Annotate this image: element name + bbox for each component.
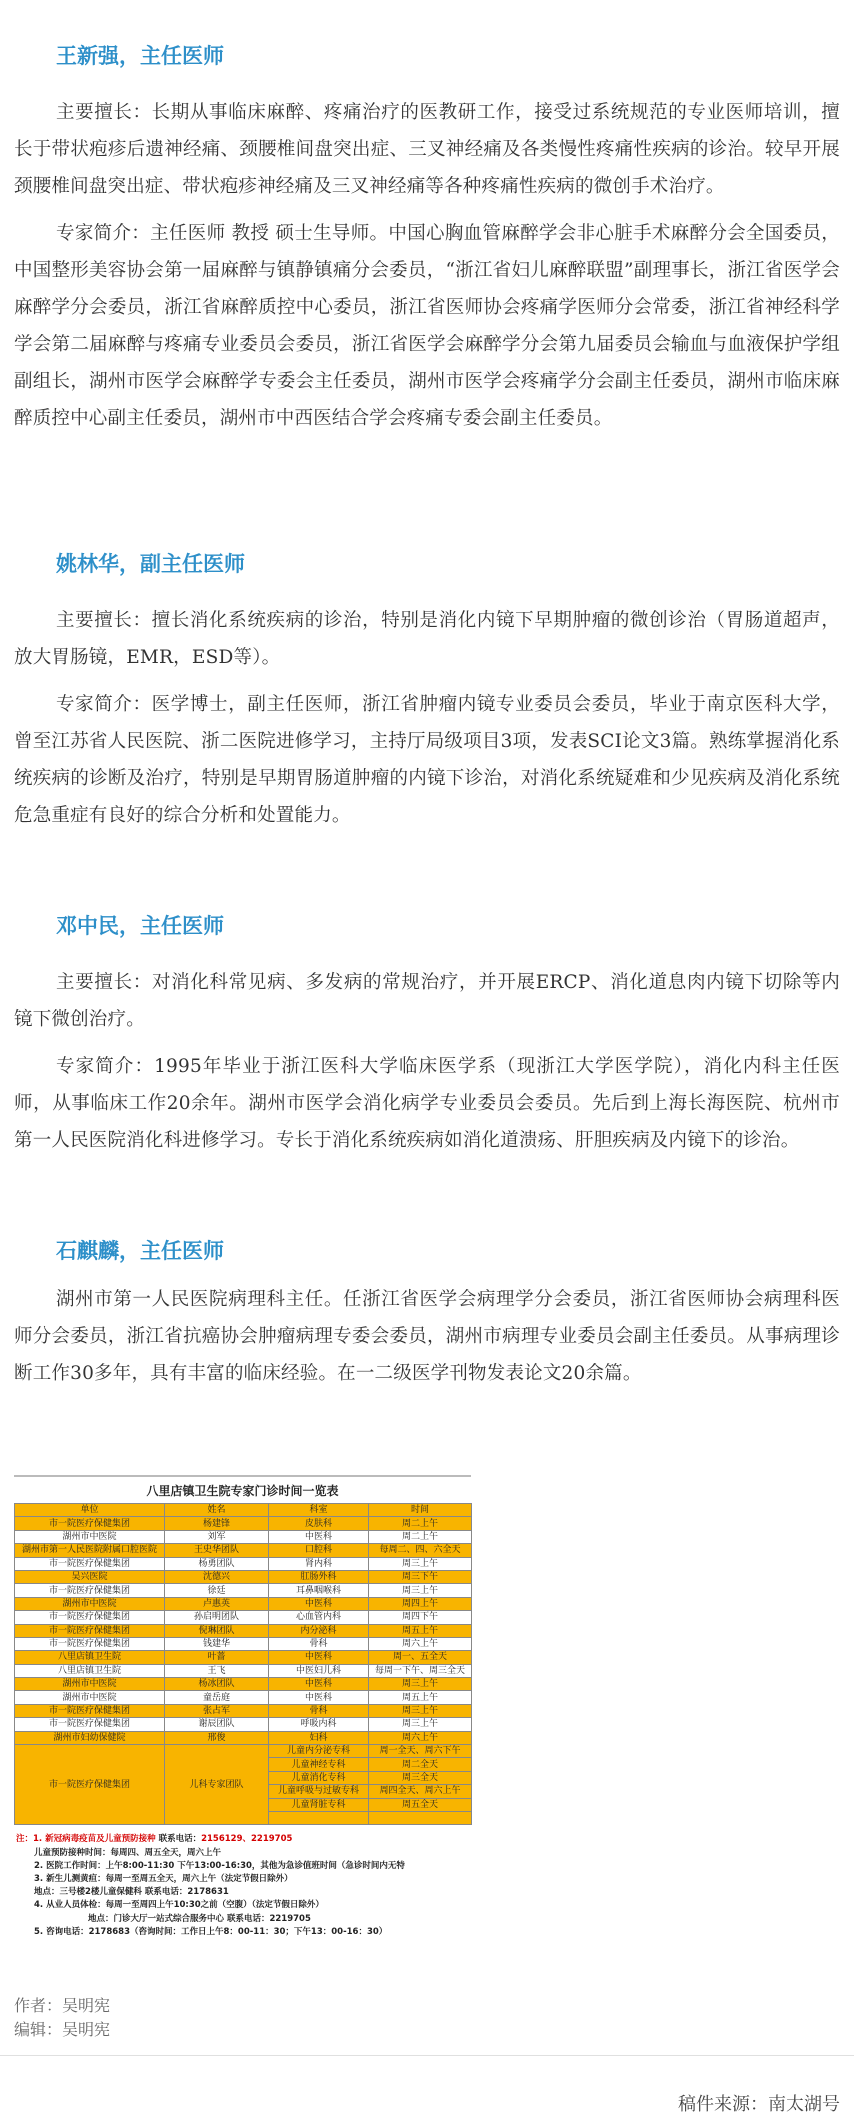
table-row: [15, 1557, 472, 1570]
doctor-specialty: 主要擅长：擅长消化系统疾病的诊治，特别是消化内镜下早期肿瘤的微创诊治（胃肠道超声，放大胃肠镜，EMR，ESD等）。: [14, 610, 840, 668]
table-cell: 湖州市第一人民医院附属口腔医院: [15, 1544, 165, 1557]
table-cell: 周四上午: [369, 1597, 472, 1610]
table-cell: 钱建华: [165, 1637, 269, 1650]
table-cell: 周六上午: [369, 1731, 472, 1744]
table-cell: 中医妇儿科: [269, 1664, 369, 1677]
schedule-header-row: [15, 1504, 472, 1517]
table-cell: 周四全天、周六上午: [369, 1785, 472, 1798]
table-row: [15, 1584, 472, 1597]
table-cell: 周五全天: [369, 1798, 472, 1811]
table-row: [15, 1704, 472, 1717]
table-cell: 儿童呼吸与过敏专科: [269, 1785, 369, 1798]
table-cell: 呼吸内科: [269, 1718, 369, 1731]
table-cell: 儿童内分泌专科: [269, 1745, 369, 1758]
table-row: [15, 1597, 472, 1610]
table-cell: 童岳庭: [165, 1691, 269, 1704]
table-cell: 周二上午: [369, 1517, 472, 1530]
table-cell: 湖州市中医院: [15, 1691, 165, 1704]
table-row: [15, 1611, 472, 1624]
note-text: 3. 新生儿测黄疸：每周一至周五全天，周六上午（法定节假日除外）: [34, 1873, 293, 1884]
table-cell: 市一院医疗保健集团: [15, 1637, 165, 1650]
editor-name: 吴明宪: [62, 2020, 111, 2039]
note-text: 5. 咨询电话：2178683（咨询时间：工作日上午8：00-11：30；下午13：00-16：30）: [34, 1926, 388, 1937]
table-row: [15, 1624, 472, 1637]
doctor-title: 姚林华，副主任医师: [56, 551, 245, 576]
table-cell: 中医科: [269, 1678, 369, 1691]
table-cell: 周三上午: [369, 1678, 472, 1691]
note-text: 联系电话：: [155, 1834, 202, 1845]
table-cell: 周五上午: [369, 1691, 472, 1704]
author-name: 吴明宪: [62, 1996, 111, 2015]
editor-line: [14, 2017, 110, 2040]
schedule-note: [16, 1886, 471, 1899]
table-cell: 徐廷: [165, 1584, 269, 1597]
note-text: 2. 医院工作时间：上午8:00-11:30 下午13:00-16:30，其他为急诊值班时间（急诊时间内无特: [34, 1860, 405, 1871]
table-cell: 皮肤科: [269, 1517, 369, 1530]
note-text: 新冠病毒疫苗及儿童预防接种: [45, 1834, 156, 1845]
table-cell: 中医科: [269, 1597, 369, 1610]
header-dept: 科室: [269, 1504, 369, 1517]
table-cell: 儿童消化专科: [269, 1771, 369, 1784]
table-cell: 湖州市妇幼保健院: [15, 1731, 165, 1744]
article-source: 稿件来源：南太湖号: [678, 2094, 840, 2115]
table-cell: 周四下午: [369, 1611, 472, 1624]
doctor-section-deng: [14, 908, 840, 1159]
table-row: [15, 1651, 472, 1664]
table-row: [15, 1718, 472, 1731]
table-cell: 杨冰团队: [165, 1678, 269, 1691]
table-cell: 肛肠外科: [269, 1570, 369, 1583]
table-cell: [369, 1811, 472, 1824]
table-cell: 骨科: [269, 1637, 369, 1650]
table-cell: 杨勇团队: [165, 1557, 269, 1570]
doctor-title: 王新强，主任医师: [56, 43, 224, 68]
team-unit-cell: 市一院医疗保健集团: [15, 1745, 165, 1825]
table-cell: 邢俊: [165, 1731, 269, 1744]
table-row: [15, 1517, 472, 1530]
table-cell: 湖州市中医院: [15, 1597, 165, 1610]
schedule-body: [15, 1517, 472, 1825]
schedule-table: [14, 1503, 472, 1825]
doctor-bio: 专家简介：主任医师 教授 硕士生导师。中国心胸血管麻醉学会非心脏手术麻醉分会全国委员，中国整形美容协会第一届麻醉与镇静镇痛分会委员，“浙江省妇儿麻醉联盟”副理事长，浙江省医学会麻醉学分会委员，浙江省麻醉质控中心委员，浙江省医师协会疼痛学医师分会常委，浙江省神经科学学会第二届麻醉与疼痛专业委员会委员，浙江省医学会麻醉学分会第九届委员会输血与血液保护学组副组长，湖州市医学会麻醉学专委会主任委员，湖州市医学会疼痛学分会副主任委员，湖州市临床麻醉质控中心副主任委员，湖州市中西医结合学会疼痛专委会副主任委员。: [14, 223, 840, 429]
table-cell: 周二上午: [369, 1530, 472, 1543]
table-row: [15, 1664, 472, 1677]
author-label: 作者：: [14, 1996, 63, 2015]
author-line: [14, 1993, 110, 2016]
doctor-specialty: 主要擅长：对消化科常见病、多发病的常规治疗，并开展ERCP、消化道息肉内镜下切除等内镜下微创治疗。: [14, 972, 840, 1030]
doctor-section-shi: [14, 1233, 840, 1392]
table-cell: 周五上午: [369, 1624, 472, 1637]
table-cell: 市一院医疗保健集团: [15, 1517, 165, 1530]
header-time: 时间: [369, 1504, 472, 1517]
table-cell: 耳鼻咽喉科: [269, 1584, 369, 1597]
table-cell: 吴兴医院: [15, 1570, 165, 1583]
table-cell: 周一全天、周六下午: [369, 1745, 472, 1758]
table-cell: 内分泌科: [269, 1624, 369, 1637]
table-cell: 八里店镇卫生院: [15, 1651, 165, 1664]
table-cell: 八里店镇卫生院: [15, 1664, 165, 1677]
team-name-cell: 儿科专家团队: [165, 1745, 269, 1825]
table-cell: 口腔科: [269, 1544, 369, 1557]
header-unit: 单位: [15, 1504, 165, 1517]
schedule-note: [16, 1873, 471, 1886]
header-name: 姓名: [165, 1504, 269, 1517]
doctor-section-wang: [14, 38, 840, 437]
table-cell: 周六上午: [369, 1637, 472, 1650]
doctor-bio: 专家简介：医学博士，副主任医师，浙江省肿瘤内镜专业委员会委员，毕业于南京医科大学，曾至江苏省人民医院、浙二医院进修学习，主持厅局级项目3项，发表SCI论文3篇。熟练掌握消化系统疾病的诊断及治疗，特别是早期胃肠道肿瘤的内镜下诊治，对消化系统疑难和少见疾病及消化系统危急重症有良好的综合分析和处置能力。: [14, 694, 840, 826]
table-cell: 心血管内科: [269, 1611, 369, 1624]
table-cell: 王飞: [165, 1664, 269, 1677]
table-cell: 市一院医疗保健集团: [15, 1584, 165, 1597]
table-cell: 市一院医疗保健集团: [15, 1704, 165, 1717]
table-cell: 王史华团队: [165, 1544, 269, 1557]
table-cell: 湖州市中医院: [15, 1678, 165, 1691]
table-cell: 周三上午: [369, 1584, 472, 1597]
table-cell: 市一院医疗保健集团: [15, 1611, 165, 1624]
table-cell: 卢惠英: [165, 1597, 269, 1610]
table-cell: 孙启明团队: [165, 1611, 269, 1624]
schedule-note: [16, 1833, 471, 1846]
table-row: [15, 1678, 472, 1691]
team-row: [15, 1745, 472, 1758]
table-cell: 儿童肾脏专科: [269, 1798, 369, 1811]
doctor-specialty: 主要擅长：长期从事临床麻醉、疼痛治疗的医教研工作，接受过系统规范的专业医师培训，擅长于带状疱疹后遗神经痛、颈腰椎间盘突出症、三叉神经痛及各类慢性疼痛性疾病的诊治。较早开展颈腰椎间盘突出症、带状疱疹神经痛及三叉神经痛等各种疼痛性疾病的微创手术治疗。: [14, 102, 840, 197]
footer-divider: [0, 2055, 854, 2056]
doctor-title: 邓中民，主任医师: [56, 913, 224, 938]
table-cell: 周三下午: [369, 1570, 472, 1583]
table-cell: 湖州市中医院: [15, 1530, 165, 1543]
table-cell: 沈德兴: [165, 1570, 269, 1583]
table-row: [15, 1637, 472, 1650]
table-cell: 周三上午: [369, 1704, 472, 1717]
table-cell: 中医科: [269, 1691, 369, 1704]
schedule-notes: [14, 1825, 471, 1939]
table-cell: 杨建锋: [165, 1517, 269, 1530]
editor-label: 编辑：: [14, 2020, 63, 2039]
table-row: [15, 1544, 472, 1557]
table-cell: 周二全天: [369, 1758, 472, 1771]
table-cell: 刘军: [165, 1530, 269, 1543]
table-cell: 叶蔷: [165, 1651, 269, 1664]
note-text: 4. 从业人员体检：每周一至周四上午10:30之前（空腹）（法定节假日除外）: [34, 1900, 324, 1911]
table-cell: 周三上午: [369, 1557, 472, 1570]
schedule-note: [16, 1913, 471, 1926]
note-text: 2156129、2219705: [201, 1834, 293, 1845]
table-cell: 儿童神经专科: [269, 1758, 369, 1771]
table-row: [15, 1691, 472, 1704]
table-cell: 每周一下午、周三全天: [369, 1664, 472, 1677]
table-row: [15, 1530, 472, 1543]
table-cell: 张占军: [165, 1704, 269, 1717]
doctor-bio: 湖州市第一人民医院病理科主任。任浙江省医学会病理学分会委员，浙江省医师协会病理科医师分会委员，浙江省抗癌协会肿瘤病理专委会委员，湖州市病理专业委员会副主任委员。从事病理诊断工作30多年，具有丰富的临床经验。在一二级医学刊物发表论文20余篇。: [14, 1289, 840, 1384]
note-text: 注：1.: [16, 1834, 46, 1845]
table-cell: 中医科: [269, 1530, 369, 1543]
schedule-note: [16, 1926, 471, 1939]
table-cell: 市一院医疗保健集团: [15, 1624, 165, 1637]
doctor-section-yao: [14, 546, 840, 834]
schedule-note: [16, 1847, 471, 1860]
table-cell: [269, 1811, 369, 1824]
table-cell: 市一院医疗保健集团: [15, 1557, 165, 1570]
table-cell: 市一院医疗保健集团: [15, 1718, 165, 1731]
table-cell: 妇科: [269, 1731, 369, 1744]
table-cell: 周三上午: [369, 1718, 472, 1731]
table-row: [15, 1570, 472, 1583]
table-cell: 中医科: [269, 1651, 369, 1664]
table-cell: 肾内科: [269, 1557, 369, 1570]
schedule-title: 八里店镇卫生院专家门诊时间一览表: [146, 1484, 339, 1498]
schedule-image: [14, 1475, 471, 1953]
note-text: 地点：三号楼2楼儿童保健科 联系电话：2178631: [34, 1887, 229, 1898]
table-row: [15, 1731, 472, 1744]
table-cell: 倪琳团队: [165, 1624, 269, 1637]
table-cell: 骨科: [269, 1704, 369, 1717]
table-cell: 每周二、四、六全天: [369, 1544, 472, 1557]
doctor-title: 石麒麟，主任医师: [56, 1238, 224, 1263]
table-cell: 谢辰团队: [165, 1718, 269, 1731]
schedule-note: [16, 1860, 471, 1873]
note-text: 儿童预防接种时间：每周四、周五全天，周六上午: [34, 1847, 222, 1858]
table-cell: 周三全天: [369, 1771, 472, 1784]
doctor-bio: 专家简介：1995年毕业于浙江医科大学临床医学系（现浙江大学医学院），消化内科主任医师，从事临床工作20余年。湖州市医学会消化病学专业委员会委员。先后到上海长海医院、杭州市第一人民医院消化科进修学习。专长于消化系统疾病如消化道溃疡、肝胆疾病及内镜下的诊治。: [14, 1056, 840, 1151]
schedule-note: [16, 1899, 471, 1912]
table-cell: 周一、五全天: [369, 1651, 472, 1664]
note-text: 地点：门诊大厅一站式综合服务中心 联系电话：2219705: [88, 1913, 311, 1924]
